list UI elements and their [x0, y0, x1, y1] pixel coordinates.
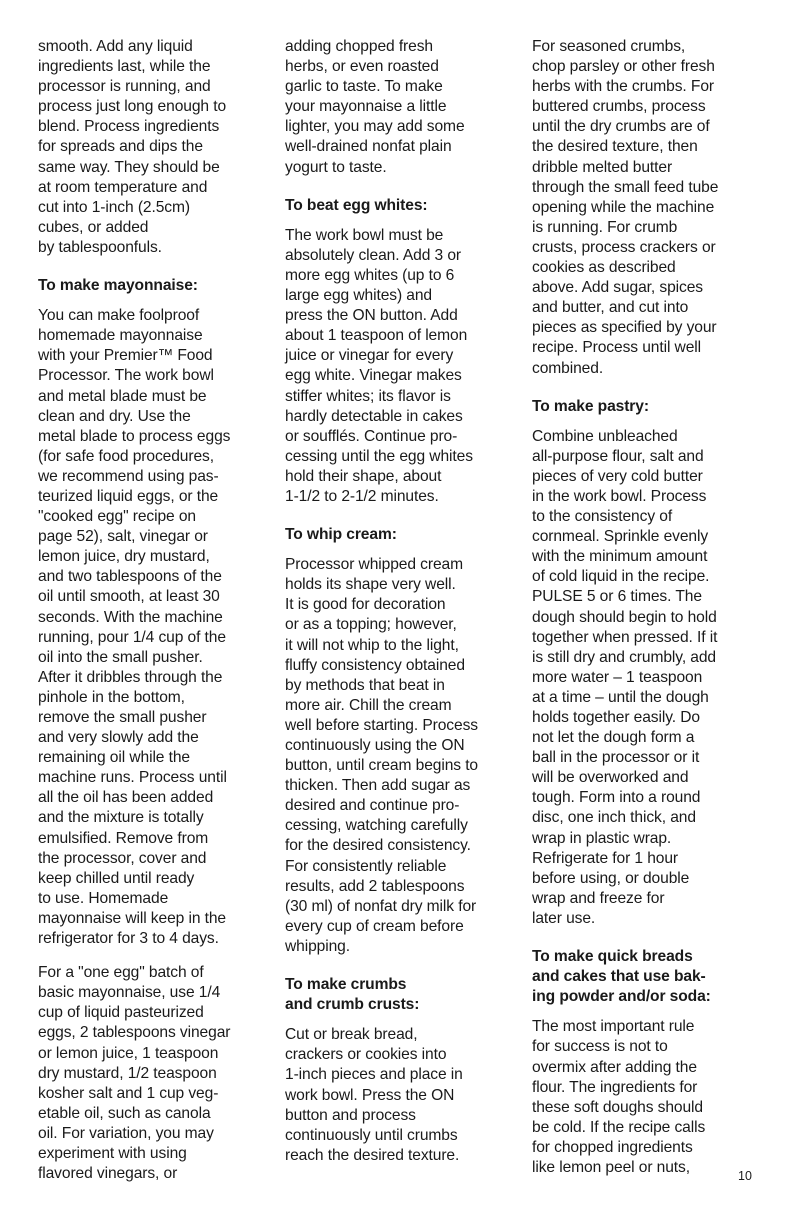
- text-line: remove the small pusher: [38, 709, 207, 726]
- column-2: [285, 37, 517, 1166]
- text-line: garlic to taste. To make: [285, 78, 443, 96]
- text-line: holds its shape very well.: [285, 576, 456, 594]
- text-line: in the work bowl. Process: [532, 487, 707, 505]
- text-line: at room temperature and: [38, 178, 208, 196]
- text-line: until the dry crumbs are of: [532, 118, 710, 136]
- mayonnaise-heading: To make mayonnaise:: [38, 277, 198, 295]
- text-line: fluffy consistency obtained: [285, 656, 465, 674]
- text-line: and butter, and cut into: [532, 299, 689, 317]
- text-line: whipping.: [285, 937, 350, 955]
- text-line: dribble melted butter: [532, 158, 673, 176]
- text-line: more air. Chill the cream: [285, 696, 452, 714]
- text-line: 1-inch pieces and place in: [285, 1066, 463, 1084]
- mayonnaise-paragraph-1: [38, 306, 270, 949]
- column-1: [38, 37, 270, 1184]
- text-line: and metal blade must be: [38, 387, 207, 405]
- text-line: pieces of very cold butter: [532, 467, 703, 485]
- text-line: chop parsley or other fresh: [532, 58, 715, 76]
- text-line: experiment with using: [38, 1144, 187, 1162]
- mayonnaise-continued-paragraph: [285, 37, 517, 178]
- text-line: herbs, or even roasted: [285, 58, 439, 76]
- egg-whites-heading: To beat egg whites:: [285, 196, 428, 214]
- crumbs-continued-paragraph: [532, 37, 768, 379]
- pastry-paragraph: [532, 427, 768, 929]
- text-line: is still dry and crumbly, add: [532, 648, 717, 666]
- text-line: After it dribbles through the: [38, 668, 223, 686]
- heading-line: To make crumbs: [285, 976, 407, 994]
- text-line: opening while the machine: [532, 198, 715, 216]
- text-line: flour. The ingredients for: [532, 1078, 698, 1096]
- text-line: absolutely clean. Add 3 or: [285, 246, 461, 264]
- text-line: keep chilled until ready: [38, 869, 195, 887]
- text-line: it will not whip to the light,: [285, 636, 459, 654]
- text-line: more water – 1 teaspoon: [532, 668, 703, 686]
- text-line: wrap in plastic wrap.: [532, 829, 672, 847]
- text-line: For a "one egg" batch of: [38, 964, 204, 982]
- text-line: juice or vinegar for every: [285, 347, 454, 365]
- mayonnaise-paragraph-2: [38, 963, 270, 1184]
- text-line: disc, one inch thick, and: [532, 809, 696, 827]
- column-3: [532, 37, 768, 1178]
- text-line: continuously using the ON: [285, 737, 465, 754]
- text-line: holds together easily. Do: [532, 709, 700, 726]
- text-line: large egg whites) and: [285, 287, 433, 305]
- text-line: or soufflés. Continue pro-: [285, 427, 458, 445]
- page-number: 10: [738, 1169, 752, 1183]
- text-line: (for safe food procedures,: [38, 447, 214, 465]
- text-line: The most important rule: [532, 1018, 695, 1036]
- text-line: blend. Process ingredients: [38, 118, 220, 136]
- text-line: remaining oil while the: [38, 749, 190, 767]
- text-line: machine runs. Process until: [38, 769, 227, 787]
- text-line: be cold. If the recipe calls: [532, 1118, 706, 1136]
- text-line: kosher salt and 1 cup veg-: [38, 1084, 219, 1102]
- text-line: metal blade to process eggs: [38, 427, 231, 445]
- text-line: running, pour 1/4 cup of the: [38, 628, 226, 646]
- text-line: refrigerator for 3 to 4 days.: [38, 930, 219, 948]
- text-line: to the consistency of: [532, 508, 673, 526]
- text-line: with the minimum amount: [532, 548, 708, 566]
- crumbs-paragraph: [285, 1025, 517, 1166]
- text-line: for success is not to: [532, 1038, 668, 1056]
- text-line: eggs, 2 tablespoons vinegar: [38, 1024, 231, 1042]
- text-line: by tablespoonfuls.: [38, 238, 162, 256]
- text-line: ingredients last, while the: [38, 58, 211, 76]
- text-line: through the small feed tube: [532, 178, 719, 196]
- text-line: button, until cream begins to: [285, 757, 479, 775]
- text-line: at a time – until the dough: [532, 688, 709, 706]
- text-line: and the mixture is totally: [38, 809, 204, 827]
- text-line: reach the desired texture.: [285, 1146, 460, 1164]
- text-line: with your Premier™ Food: [38, 347, 213, 365]
- text-line: cornmeal. Sprinkle evenly: [532, 528, 709, 546]
- text-line: emulsified. Remove from: [38, 829, 209, 847]
- text-line: later use.: [532, 909, 596, 927]
- text-line: same way. They should be: [38, 158, 220, 176]
- heading-line: To make quick breads: [532, 948, 693, 966]
- text-line: lighter, you may add some: [285, 118, 465, 136]
- text-line: overmix after adding the: [532, 1058, 697, 1076]
- text-line: clean and dry. Use the: [38, 407, 191, 425]
- text-line: hardly detectable in cakes: [285, 407, 463, 425]
- text-line: these soft doughs should: [532, 1098, 703, 1116]
- text-line: flavored vinegars, or: [38, 1165, 178, 1183]
- heading-line: and cakes that use bak-: [532, 968, 706, 986]
- text-line: before using, or double: [532, 869, 690, 887]
- text-line: 1-1/2 to 2-1/2 minutes.: [285, 487, 439, 505]
- whip-cream-paragraph: [285, 555, 517, 957]
- text-line: we recommend using pas-: [38, 467, 219, 485]
- egg-whites-paragraph: [285, 226, 517, 507]
- text-line: cubes, or added: [38, 218, 149, 236]
- text-line: results, add 2 tablespoons: [285, 877, 465, 895]
- text-line: well-drained nonfat plain: [285, 138, 452, 156]
- heading-line: ing powder and/or soda:: [532, 988, 711, 1006]
- text-line: pinhole in the bottom,: [38, 688, 185, 706]
- text-line: above. Add sugar, spices: [532, 279, 703, 297]
- text-line: Refrigerate for 1 hour: [532, 849, 679, 867]
- text-line: all-purpose flour, salt and: [532, 447, 704, 465]
- text-line: Cut or break bread,: [285, 1026, 418, 1044]
- text-line: egg white. Vinegar makes: [285, 367, 462, 385]
- text-line: "cooked egg" recipe on: [38, 508, 196, 526]
- text-line: PULSE 5 or 6 times. The: [532, 588, 702, 606]
- text-line: to use. Homemade: [38, 889, 169, 907]
- text-line: dry mustard, 1/2 teaspoon: [38, 1064, 217, 1082]
- text-line: process just long enough to: [38, 98, 227, 116]
- text-line: oil into the small pusher.: [38, 648, 203, 666]
- text-line: cut into 1-inch (2.5cm): [38, 198, 190, 216]
- text-line: thicken. Then add sugar as: [285, 777, 471, 795]
- text-line: your mayonnaise a little: [285, 98, 447, 116]
- text-line: all the oil has been added: [38, 789, 214, 807]
- text-line: For consistently reliable: [285, 857, 447, 875]
- text-line: the processor, cover and: [38, 849, 207, 867]
- text-line: You can make foolproof: [38, 307, 200, 325]
- text-line: Processor whipped cream: [285, 556, 463, 574]
- text-line: cup of liquid pasteurized: [38, 1004, 204, 1022]
- text-line: recipe. Process until well: [532, 339, 702, 357]
- text-line: the desired texture, then: [532, 138, 698, 156]
- text-line: every cup of cream before: [285, 917, 464, 935]
- text-line: stiffer whites; its flavor is: [285, 387, 451, 405]
- text-line: well before starting. Process: [285, 716, 478, 734]
- text-line: and very slowly add the: [38, 729, 199, 747]
- text-line: For seasoned crumbs,: [532, 38, 686, 55]
- quick-breads-heading: [532, 947, 768, 1007]
- text-line: will be overworked and: [532, 769, 689, 787]
- text-line: mayonnaise will keep in the: [38, 909, 226, 927]
- intro-paragraph: [38, 37, 270, 258]
- text-line: more egg whites (up to 6: [285, 266, 455, 284]
- text-line: button and process: [285, 1106, 416, 1124]
- pastry-heading: To make pastry:: [532, 397, 649, 415]
- text-line: about 1 teaspoon of lemon: [285, 327, 468, 345]
- text-line: Combine unbleached: [532, 427, 678, 445]
- crumbs-heading: [285, 975, 517, 1015]
- text-line: crusts, process crackers or: [532, 238, 716, 256]
- text-line: tough. Form into a round: [532, 789, 701, 807]
- text-line: combined.: [532, 359, 604, 377]
- text-line: oil. For variation, you may: [38, 1124, 214, 1142]
- text-line: seconds. With the machine: [38, 608, 223, 626]
- text-line: for the desired consistency.: [285, 837, 471, 855]
- text-line: cookies as described: [532, 259, 676, 277]
- text-line: smooth. Add any liquid: [38, 38, 193, 55]
- heading-line: and crumb crusts:: [285, 996, 420, 1014]
- text-line: yogurt to taste.: [285, 158, 387, 176]
- text-line: processor is running, and: [38, 78, 211, 96]
- text-line: (30 ml) of nonfat dry milk for: [285, 897, 477, 915]
- quick-breads-paragraph: [532, 1017, 768, 1178]
- text-line: etable oil, such as canola: [38, 1104, 211, 1122]
- text-line: It is good for decoration: [285, 596, 446, 614]
- text-line: cessing until the egg whites: [285, 447, 473, 465]
- text-line: by methods that beat in: [285, 676, 445, 694]
- text-line: for spreads and dips the: [38, 138, 203, 156]
- text-line: hold their shape, about: [285, 467, 442, 485]
- text-line: together when pressed. If it: [532, 628, 718, 646]
- text-line: and two tablespoons of the: [38, 568, 222, 586]
- text-line: is running. For crumb: [532, 218, 678, 236]
- text-line: homemade mayonnaise: [38, 327, 203, 345]
- text-line: press the ON button. Add: [285, 307, 458, 325]
- text-line: basic mayonnaise, use 1/4: [38, 984, 221, 1002]
- text-line: pieces as specified by your: [532, 319, 717, 337]
- text-line: for chopped ingredients: [532, 1138, 693, 1156]
- text-line: page 52), salt, vinegar or: [38, 528, 208, 546]
- text-line: Processor. The work bowl: [38, 367, 214, 385]
- text-line: adding chopped fresh: [285, 38, 433, 55]
- text-line: like lemon peel or nuts,: [532, 1158, 690, 1176]
- text-line: or lemon juice, 1 teaspoon: [38, 1044, 219, 1062]
- text-line: wrap and freeze for: [532, 889, 665, 907]
- text-line: continuously until crumbs: [285, 1126, 458, 1144]
- text-line: oil until smooth, at least 30: [38, 588, 220, 606]
- text-line: herbs with the crumbs. For: [532, 78, 714, 96]
- text-line: work bowl. Press the ON: [285, 1086, 455, 1104]
- text-line: not let the dough form a: [532, 729, 695, 747]
- text-line: lemon juice, dry mustard,: [38, 548, 210, 566]
- text-line: teurized liquid eggs, or the: [38, 487, 219, 505]
- text-line: of cold liquid in the recipe.: [532, 568, 710, 586]
- text-line: The work bowl must be: [285, 226, 444, 244]
- whip-cream-heading: To whip cream:: [285, 526, 397, 544]
- text-line: desired and continue pro-: [285, 797, 460, 815]
- text-line: cessing, watching carefully: [285, 817, 468, 835]
- text-line: dough should begin to hold: [532, 608, 717, 626]
- text-line: buttered crumbs, process: [532, 98, 706, 116]
- text-line: crackers or cookies into: [285, 1046, 447, 1064]
- text-line: or as a topping; however,: [285, 616, 457, 634]
- text-line: ball in the processor or it: [532, 749, 700, 767]
